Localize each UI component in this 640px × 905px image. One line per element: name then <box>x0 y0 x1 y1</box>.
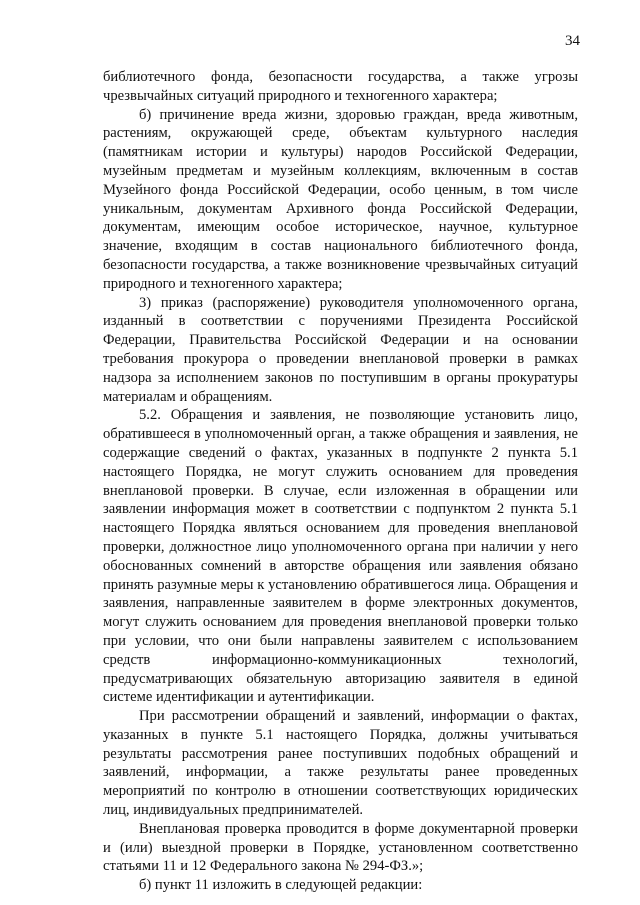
paragraph-consideration: При рассмотрении обращений и заявлений, информации о фактах, указанных в пункте 5.1 настоящего Порядка, должны учитываться результаты рассмотрения ранее поступивших подобных обращений и заявлений, информации, а также результаты ранее проведенных мероприятий по контролю в отношении соответствующих юридических лиц, индивидуальных предпринимателей. <box>103 708 578 819</box>
page-number: 34 <box>565 33 580 49</box>
paragraph-item-b-point-11: б) пункт 11 изложить в следующей редакции: <box>139 877 423 894</box>
paragraph-unscheduled-inspection: Внеплановая проверка проводится в форме документарной проверки и (или) выездной проверки в Порядке, установленном соответственно статьями 11 и 12 Федерального закона № 294-ФЗ.»; <box>103 820 578 875</box>
paragraph-item-b-harm: б) причинение вреда жизни, здоровью граждан, вреда животным, растениям, окружающей среде, объектам культурного наследия (памятникам истории и культуры) народов Российской Федерации, музейным предметам и музейным коллекциям, включенным в состав Музейного фонда Российской Федерации, особо ценным, в том числе уникальным, документам Архивного фонда Российской Федерации, документам, имеющим особое историческое, научное, культурное значение, входящим в состав национального библиотечного фонда, безопасности государства, а также возникновение чрезвычайных ситуаций природного и техногенного характера; <box>103 106 578 292</box>
paragraph-5-2: 5.2. Обращения и заявления, не позволяющие установить лицо, обратившееся в уполномоченный орган, а также обращения и заявления, не содержащие сведений о фактах, указанных в подпункте 2 пункта 5.1 настоящего Порядка, не могут служить основанием для проведения внеплановой проверки. В случае, если изложенная в обращении или заявлении информация может в соответствии с подпунктом 2 пункта 5.1 настоящего Порядка являться основанием для проведения внеплановой проверки, должностное лицо уполномоченного органа при наличии у него обоснованных сомнений в авторстве обращения или заявления обязано принять разумные меры к установлению обратившегося лица. Обращения и заявления, направленные заявителем в форме электронных документов, могут служить основанием для проведения внеплановой проверки только при условии, что они были направлены заявителем с использованием средств информационно-коммуникационных технологий, предусматривающих обязательную авторизацию заявителя в единой системе идентификации и аутентификации. <box>103 407 578 706</box>
document-body <box>103 68 578 895</box>
paragraph-continuation: библиотечного фонда, безопасности государства, а также угрозы чрезвычайных ситуаций природного и техногенного характера; <box>103 69 578 104</box>
paragraph-item-3-order: 3) приказ (распоряжение) руководителя уполномоченного органа, изданный в соответствии с поручениями Президента Российской Федерации, Правительства Российской Федерации и на основании требования прокурора о проведении внеплановой проверки в рамках надзора за исполнением законов по поступившим в органы прокуратуры материалам и обращениям. <box>103 294 578 405</box>
